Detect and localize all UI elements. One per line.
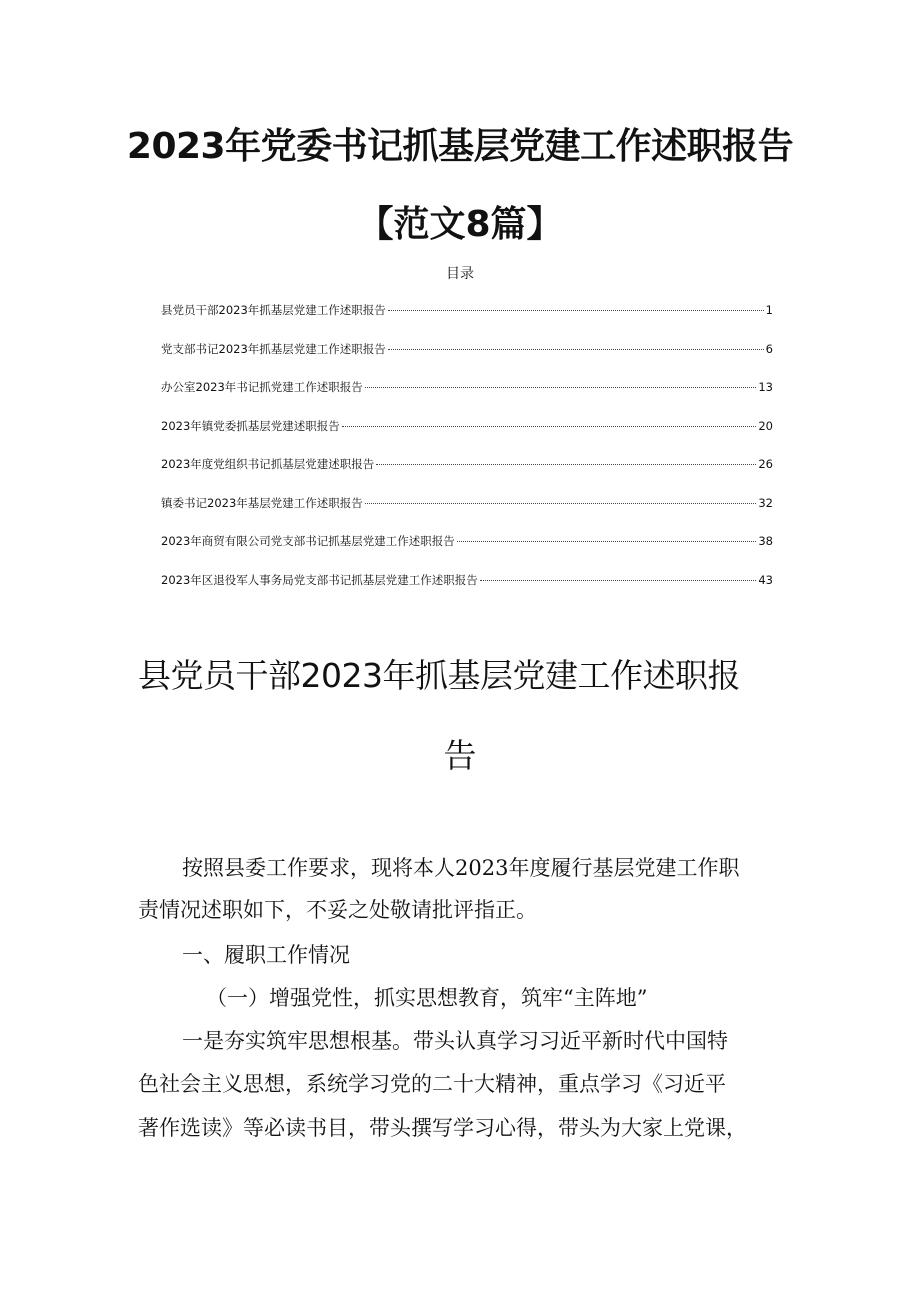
toc-entry-page: 38 [758,534,773,548]
toc-entry-title: 党支部书记2023年抓基层党建工作述职报告 [161,341,386,356]
toc-entry-page: 1 [765,303,773,317]
toc-entry-page: 20 [758,418,773,433]
toc-entry[interactable] [161,572,773,611]
paragraph-line: 一是夯实筑牢思想根基。带头认真学习习近平新时代中国特 [182,1029,728,1053]
document-subtitle: 【范文8篇】 [357,204,563,245]
toc-entry-title: 2023年商贸有限公司党支部书记抓基层党建工作述职报告 [161,534,455,548]
toc-entry-title: 2023年度党组织书记抓基层党建述职报告 [161,457,375,471]
toc-entry-title: 办公室2023年书记抓党建工作述职报告 [161,380,363,394]
paragraph-line: 责情况述职如下，不妥之处敬请批评指正。 [138,898,537,922]
section-heading-continued: 告 [443,736,477,775]
paragraph-line: 色社会主义思想，系统学习党的二十大精神，重点学习《习近平 [138,1072,726,1096]
toc-entry-page: 32 [758,495,773,510]
toc-heading: 目录 [446,266,474,282]
toc-leader-dots [388,349,764,350]
toc-entry-title: 2023年区退役军人事务局党支部书记抓基层党建工作述职报告 [161,572,478,587]
toc-leader-dots [388,310,764,311]
toc-entry[interactable] [161,456,773,495]
toc-entry[interactable] [161,533,773,572]
toc-leader-dots [480,580,757,581]
toc-leader-dots [342,426,757,427]
toc-entry[interactable] [161,302,773,341]
paragraph-line: 按照县委工作要求，现将本人2023年度履行基层党建工作职 [182,856,740,880]
subheading-line: （一）增强党性，抓实思想教育，筑牢“主阵地” [206,986,648,1010]
toc-entry-title: 2023年镇党委抓基层党建述职报告 [161,418,340,433]
toc-leader-dots [376,464,756,465]
toc-entry-page: 26 [758,457,773,471]
toc-entry-page: 13 [758,380,773,394]
toc-entry-page: 6 [765,341,773,356]
toc-entry-title: 县党员干部2023年抓基层党建工作述职报告 [161,303,386,317]
toc-entry[interactable] [161,418,773,457]
toc-leader-dots [457,541,757,542]
section-heading: 县党员干部2023年抓基层党建工作述职报 [138,656,740,695]
toc-leader-dots [365,387,757,388]
toc-entry-page: 43 [758,572,773,587]
toc-entry-title: 镇委书记2023年基层党建工作述职报告 [161,495,363,510]
subheading-line: 一、履职工作情况 [182,943,350,967]
document-title: 2023年党委书记抓基层党建工作述职报告 [126,126,794,167]
paragraph-line: 著作选读》等必读书目，带头撰写学习心得，带头为大家上党课， [138,1116,747,1140]
toc-leader-dots [365,503,757,504]
table-of-contents [161,302,773,610]
toc-entry[interactable] [161,341,773,380]
toc-entry[interactable] [161,495,773,534]
toc-entry[interactable] [161,379,773,418]
